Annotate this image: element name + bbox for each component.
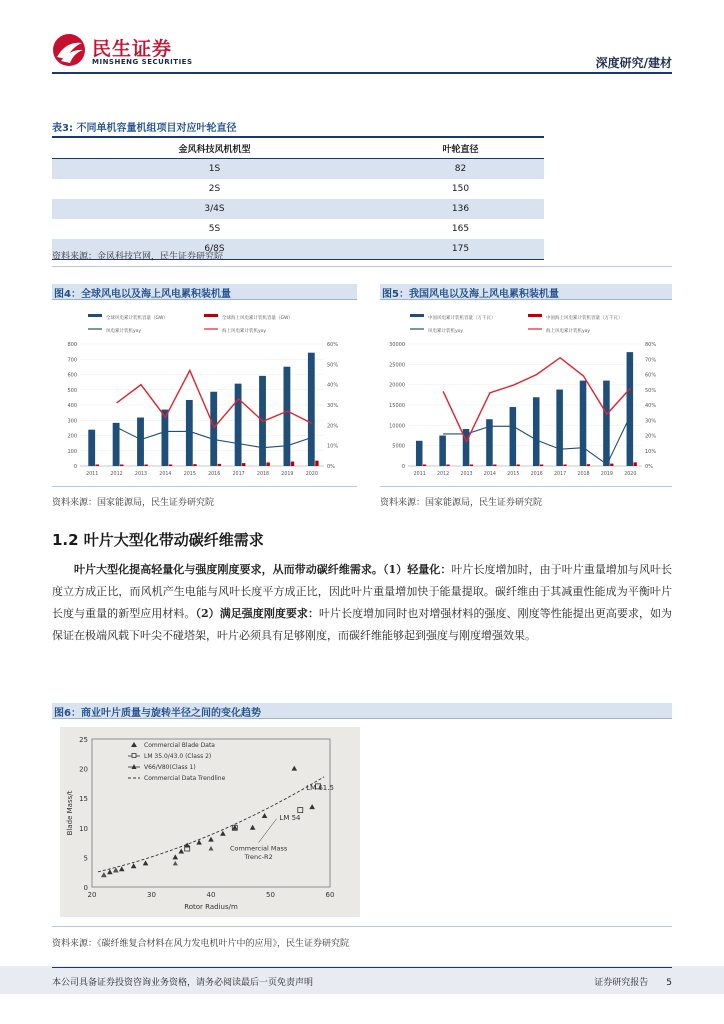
x-tick-label: 2017: [232, 472, 245, 477]
y-tick-label: 800: [67, 342, 77, 348]
legend-label: 全球海上风电累计装机容量（GW）: [222, 316, 293, 321]
bar-total: [88, 430, 95, 466]
table-header-cell: 叶轮直径: [377, 137, 544, 159]
y-tick-label: 15: [79, 795, 88, 804]
fig6-title: 图6：商业叶片质量与旋转半径之间的变化趋势: [54, 708, 261, 719]
bar-offshore: [144, 465, 147, 467]
y-tick-label: 20000: [389, 382, 405, 389]
table3-source: 资料来源：金风科技官网，民生证券研究院: [52, 252, 224, 262]
bar-offshore: [587, 464, 590, 466]
legend-label: 海上风电累计装机yoy: [222, 329, 267, 334]
point-commercial: [119, 866, 125, 871]
y-tick-label: 25000: [389, 362, 405, 369]
x-tick-label: 30: [147, 891, 156, 899]
footer-divider: [52, 967, 672, 968]
bar-offshore: [493, 465, 496, 467]
table-row: [52, 199, 544, 219]
x-tick-label: 2020: [624, 472, 637, 477]
x-tick-label: 2014: [483, 472, 497, 477]
x-tick-label: 2011: [413, 472, 426, 477]
point-commercial: [250, 825, 256, 830]
annotation-pointer: [259, 819, 277, 843]
table-cell: 6/8S: [52, 239, 377, 260]
bar-offshore: [120, 465, 123, 467]
y2-tick-label: 60%: [327, 342, 339, 348]
y-tick-label: 30000: [389, 342, 405, 348]
bar-offshore: [517, 465, 520, 467]
y2-tick-label: 10%: [645, 448, 657, 455]
annotation-trend: Trenc-R2: [244, 853, 273, 862]
y-tick-label: 10000: [389, 423, 405, 430]
x-tick-label: 2017: [553, 472, 567, 477]
bar-offshore: [563, 465, 566, 467]
bar-offshore: [242, 463, 245, 466]
y2-tick-label: 30%: [327, 403, 339, 409]
bar-offshore: [423, 465, 426, 467]
bar-total: [186, 400, 193, 466]
legend-swatch: [88, 314, 102, 317]
point-commercial: [262, 813, 268, 818]
point-commercial: [143, 860, 149, 865]
x-tick-label: 20: [87, 891, 97, 899]
brand-name-en: MINSHENG SECURITIES: [92, 58, 193, 66]
legend-swatch: [528, 314, 542, 317]
x-tick-label: 2015: [507, 472, 520, 477]
annotation-trend: Commercial Mass: [229, 844, 288, 853]
bar-offshore: [470, 465, 473, 467]
point1-label: （1）轻量化：: [382, 563, 452, 576]
x-tick-label: 2016: [530, 472, 543, 477]
fig6-chart: [60, 727, 360, 917]
point-commercial: [107, 869, 113, 874]
page-number: 5: [666, 978, 672, 988]
y2-tick-label: 80%: [645, 342, 657, 348]
x-tick-label: 2018: [256, 472, 270, 477]
point-lm: [298, 808, 303, 813]
footer-disclaimer: 本公司具备证券投资咨询业务资格，请务必阅读最后一页免责声明: [52, 978, 314, 988]
x-tick-label: 2014: [159, 472, 172, 477]
point-commercial: [178, 848, 184, 853]
footer-report-type: 证券研究报告: [594, 978, 649, 988]
table-header-cell: 金风科技风机机型: [52, 137, 377, 159]
table-cell: 150: [451, 184, 470, 194]
y2-tick-label: 50%: [645, 387, 657, 394]
point-commercial: [309, 804, 315, 809]
y-tick-label: 0: [73, 464, 77, 470]
footer-right: [594, 975, 672, 988]
y-tick-label: 300: [67, 418, 77, 425]
point-commercial: [131, 863, 137, 868]
bar-offshore: [169, 465, 172, 467]
point-commercial: [173, 854, 179, 859]
fig5-title: 图5：我国风电以及海上风电累积装机量: [382, 289, 559, 300]
y-tick-label: 0: [401, 464, 405, 470]
point-commercial: [196, 840, 202, 845]
bar-total: [533, 397, 540, 466]
x-tick-label: 50: [266, 891, 275, 899]
fig6-source: 资料来源：《碳纤维复合材料在风力发电机叶片中的应用》，民生证券研究院: [52, 939, 350, 949]
report-category: 深度研究/建材: [595, 56, 672, 70]
bar-total: [580, 381, 587, 466]
bar-total: [137, 418, 144, 466]
fig5-chart: [380, 304, 672, 484]
table-cell: 136: [377, 199, 544, 219]
bar-total: [603, 381, 610, 466]
point-commercial: [292, 766, 298, 771]
point-vestas: [209, 846, 214, 851]
legend-label: 中国海上风电累计装机容量（万千瓦）: [546, 316, 623, 321]
y-tick-label: 25: [79, 736, 88, 744]
fig5-title-bar: [380, 284, 672, 300]
table-row: [52, 219, 544, 239]
table-cell: 82: [377, 159, 544, 180]
bar-offshore: [446, 465, 449, 467]
section-divider: [52, 266, 672, 267]
table3: [52, 136, 544, 260]
y-axis-label: Blade Mass/t: [66, 790, 74, 836]
legend-swatch: [410, 314, 424, 317]
header-divider: [52, 72, 672, 74]
y-tick-label: 10: [79, 824, 88, 833]
y-tick-label: 700: [67, 357, 77, 364]
point-vestas: [101, 873, 106, 878]
bar-offshore: [540, 465, 543, 467]
y-tick-label: 600: [67, 372, 77, 379]
bar-offshore: [315, 461, 318, 466]
fig4-divider: [52, 486, 357, 487]
legend-label: Commercial Blade Data: [144, 742, 215, 749]
x-tick-label: 2018: [577, 472, 590, 477]
legend-swatch: [204, 314, 218, 317]
x-tick-label: 2019: [600, 472, 614, 477]
x-tick-label: 2013: [134, 472, 148, 477]
body-paragraph: [52, 559, 672, 647]
y-tick-label: 100: [67, 448, 77, 455]
trendline: [98, 777, 324, 872]
plot-frame: [92, 739, 330, 887]
legend-label: V66/V80(Class 1): [144, 764, 196, 771]
y2-tick-label: 10%: [327, 443, 339, 450]
x-tick-label: 2013: [460, 472, 473, 477]
y-tick-label: 500: [67, 387, 77, 394]
annotation-lm54: LM 54: [279, 814, 301, 823]
y-tick-label: 15000: [389, 403, 405, 409]
y2-tick-label: 0%: [327, 464, 335, 470]
section-heading: 1.2 叶片大型化带动碳纤维需求: [52, 531, 264, 549]
y-tick-label: 5000: [392, 443, 405, 450]
fig4-title: 图4：全球风电以及海上风电累积装机量: [54, 289, 231, 300]
y-tick-label: 200: [67, 433, 77, 440]
point-commercial: [208, 837, 214, 842]
table-cell: 2S: [208, 184, 221, 194]
y2-tick-label: 20%: [327, 423, 339, 430]
fig5-divider: [380, 486, 672, 487]
bar-total: [308, 353, 315, 466]
bar-total: [416, 441, 423, 466]
bar-total: [283, 367, 290, 466]
x-tick-label: 2011: [86, 472, 99, 477]
table3-title: 表3: 不同单机容量机组项目对应叶轮直径: [52, 123, 237, 134]
y2-tick-label: 40%: [645, 403, 657, 409]
fig6-divider: [52, 926, 672, 927]
bar-total: [439, 436, 446, 467]
x-tick-label: 2012: [110, 472, 123, 477]
legend-marker: [131, 742, 137, 747]
bar-total: [627, 352, 634, 466]
table-cell: 175: [377, 239, 544, 260]
bar-total: [113, 423, 120, 466]
fig4-title-bar: [52, 284, 357, 300]
x-tick-label: 2015: [183, 472, 196, 477]
point-commercial: [220, 831, 226, 836]
x-tick-label: 40: [206, 891, 216, 899]
bar-offshore: [266, 462, 269, 466]
bar-offshore: [291, 462, 294, 466]
table-cell: 165: [451, 224, 470, 234]
minsheng-logo-icon: [52, 33, 86, 67]
x-tick-label: 60: [325, 891, 335, 899]
x-tick-label: 2016: [208, 472, 221, 477]
legend-label: 风电累计装机yoy: [106, 329, 142, 334]
y2-tick-label: 0%: [645, 464, 653, 470]
bar-offshore: [634, 462, 637, 466]
bar-total: [210, 392, 217, 466]
bar-offshore: [96, 465, 99, 467]
bar-offshore: [610, 464, 613, 466]
lead-sentence: 叶片大型化提高轻量化与强度刚度要求，从而带动碳纤维需求。: [74, 563, 383, 576]
fig5-source: 资料来源：国家能源局，民生证券研究院: [380, 498, 543, 508]
y2-tick-label: 60%: [645, 372, 657, 379]
table-header-row: [52, 137, 544, 159]
bar-total: [510, 407, 517, 466]
y2-tick-label: 30%: [645, 418, 657, 425]
table-cell: 5S: [208, 224, 221, 234]
y-tick-label: 400: [67, 403, 77, 409]
point-vestas: [113, 868, 118, 873]
legend-label: 海上风电累计装机yoy: [546, 329, 591, 334]
bar-total: [556, 390, 563, 466]
x-tick-label: 2019: [281, 472, 294, 477]
fig4-chart: [52, 304, 357, 484]
x-axis-label: Rotor Radius/m: [184, 903, 238, 911]
legend-label: LM 35.0/43.0 (Class 2): [144, 753, 212, 760]
point-vestas: [173, 861, 178, 866]
y-tick-label: 5: [83, 854, 88, 863]
y2-tick-label: 40%: [327, 382, 339, 389]
bar-total: [161, 410, 168, 466]
point2-label: （2）满足强度刚度要求：: [195, 607, 319, 620]
legend-marker: [132, 754, 136, 758]
fig4-source: 资料来源：国家能源局，民生证券研究院: [52, 498, 215, 508]
fig6-title-bar: [52, 703, 672, 719]
bar-total: [235, 384, 242, 466]
point1-text: 叶片长度增加时，由于叶片重量增加与风叶长度立方成正比，而风机产生电能与风叶长度平方成正比，因此叶片重量增加快于能量提取。碳纤维由于其减重性能成为平衡叶片长度与重量的新型应用材料。: [52, 563, 673, 620]
x-tick-label: 2012: [436, 472, 450, 477]
brand-name-cn: 民生证券: [92, 38, 173, 60]
bar-offshore: [193, 464, 196, 466]
y-tick-label: 0: [83, 884, 88, 892]
legend-label: 中国风电累计装机容量（万千瓦）: [428, 316, 496, 321]
annotation-lm615: LM 61.5: [306, 783, 334, 792]
y2-tick-label: 20%: [645, 433, 657, 440]
x-tick-label: 2020: [305, 472, 318, 477]
y-tick-label: 20: [79, 765, 88, 774]
y2-tick-label: 50%: [327, 362, 339, 369]
y2-tick-label: 70%: [645, 357, 657, 364]
legend-label: Commercial Data Trendline: [144, 775, 226, 782]
point2-text: 叶片长度增加同时也对增强材料的强度、刚度等性能提出更高要求，如为保证在极端风载下叶尖不碰塔架，叶片必须具有足够刚度，而碳纤维能够起到强度与刚度增强效果。: [52, 607, 673, 642]
legend-label: 全球风电累计装机容量（GW）: [106, 316, 168, 321]
table-cell: 1S: [52, 159, 377, 180]
table-cell: 3/4S: [52, 199, 377, 219]
table-row: [52, 179, 544, 199]
table-row: [52, 159, 544, 180]
legend-label: 风电累计装机yoy: [428, 329, 464, 334]
bar-offshore: [218, 464, 221, 466]
legend-marker: [132, 764, 137, 769]
